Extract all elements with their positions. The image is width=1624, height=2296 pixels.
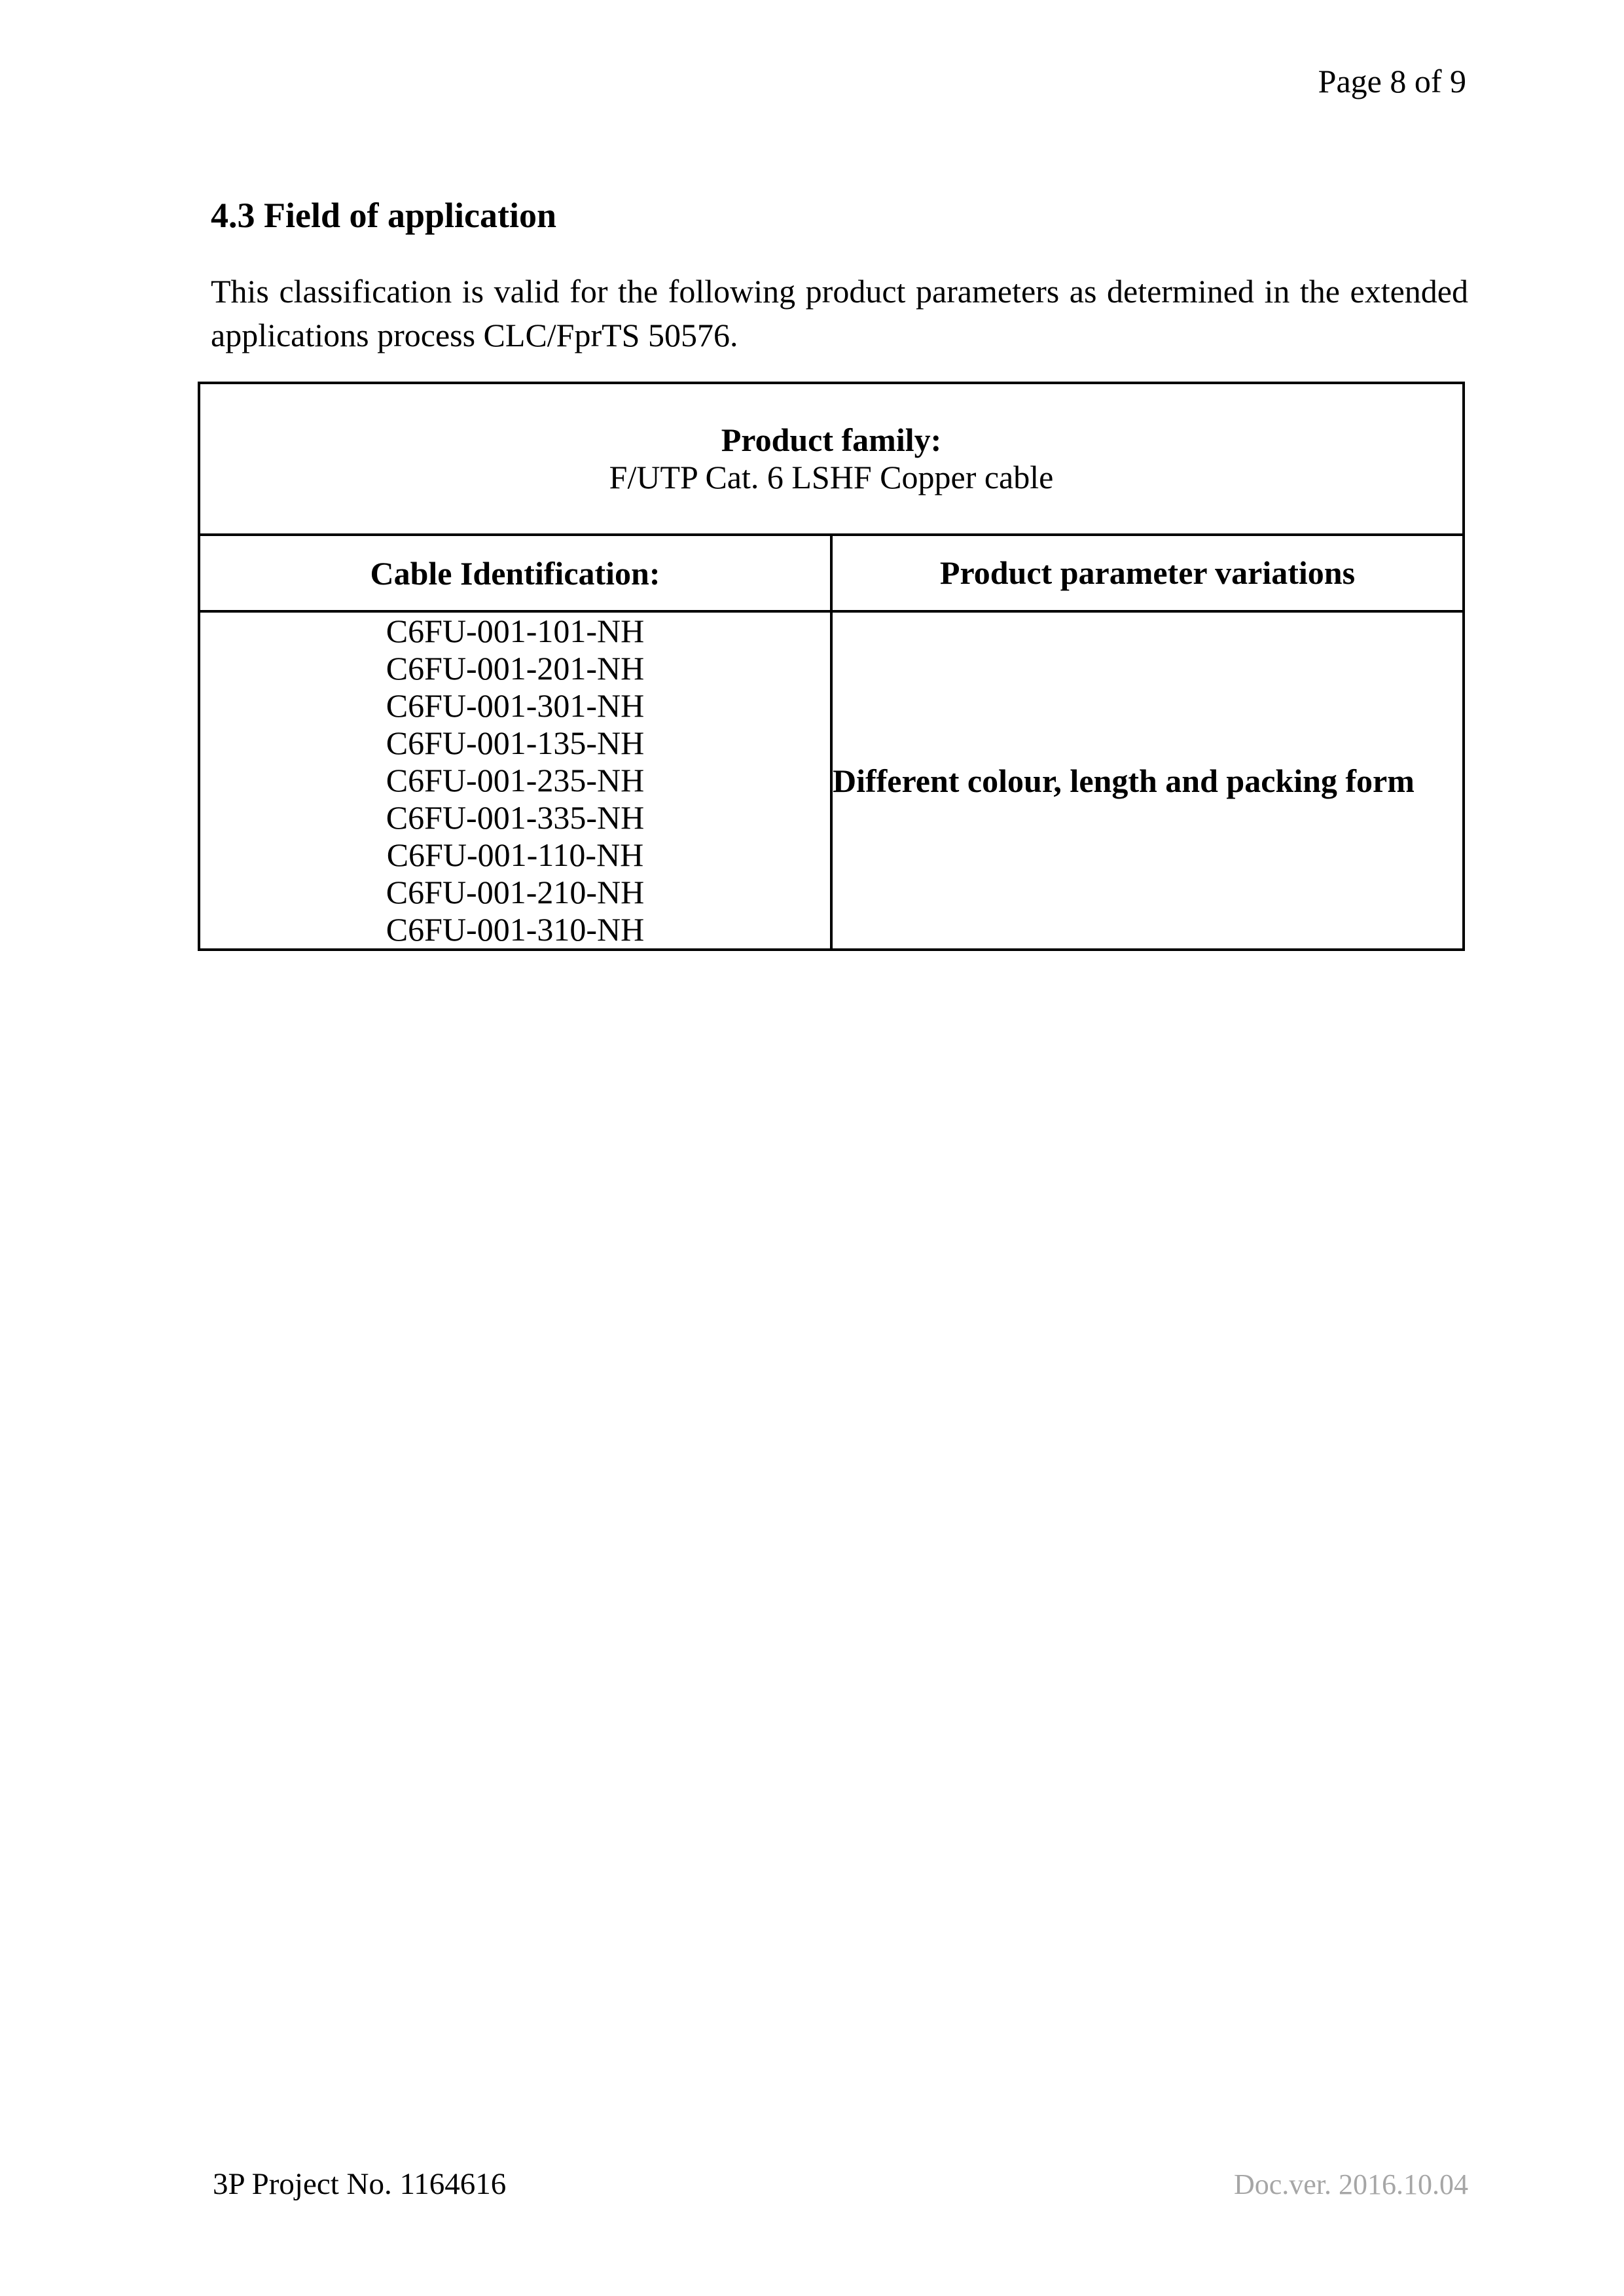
page-footer: [213, 2166, 1468, 2202]
cable-id-item: C6FU-001-310-NH: [386, 911, 645, 948]
cable-id-item: C6FU-001-201-NH: [386, 650, 645, 687]
project-number: 3P Project No. 1164616: [213, 2167, 507, 2201]
table-data-row: [199, 611, 1464, 950]
classification-table: [198, 382, 1465, 951]
doc-version: Doc.ver. 2016.10.04: [1233, 2168, 1468, 2200]
product-family-label: Product family:: [721, 422, 942, 458]
cable-id-list: [200, 613, 830, 948]
variations-cell: Different colour, length and packing form: [831, 611, 1464, 950]
section-heading: 4.3 Field of application: [211, 196, 557, 235]
body-paragraph: This classification is valid for the following product parameters as determined in the extended applications process CLC/FprTS 50576.: [211, 273, 1468, 353]
cable-list-cell: [199, 611, 831, 950]
product-parameter-variations-header: Product parameter variations: [831, 535, 1464, 611]
page-number: Page 8 of 9: [1318, 63, 1466, 99]
cable-id-item: C6FU-001-301-NH: [386, 687, 645, 724]
product-family-value: F/UTP Cat. 6 LSHF Copper cable: [609, 459, 1054, 495]
product-family-row: [199, 383, 1464, 535]
product-family-cell: [199, 383, 1464, 535]
cable-identification-header: Cable Identification:: [199, 535, 831, 611]
cable-id-item: C6FU-001-110-NH: [386, 836, 644, 873]
cable-id-item: C6FU-001-135-NH: [386, 725, 645, 761]
cable-id-item: C6FU-001-335-NH: [386, 799, 645, 836]
cable-id-item: C6FU-001-235-NH: [386, 762, 645, 798]
cable-id-item: C6FU-001-210-NH: [386, 874, 645, 910]
cable-id-item: C6FU-001-101-NH: [386, 613, 645, 649]
table-header-row: [199, 535, 1464, 611]
